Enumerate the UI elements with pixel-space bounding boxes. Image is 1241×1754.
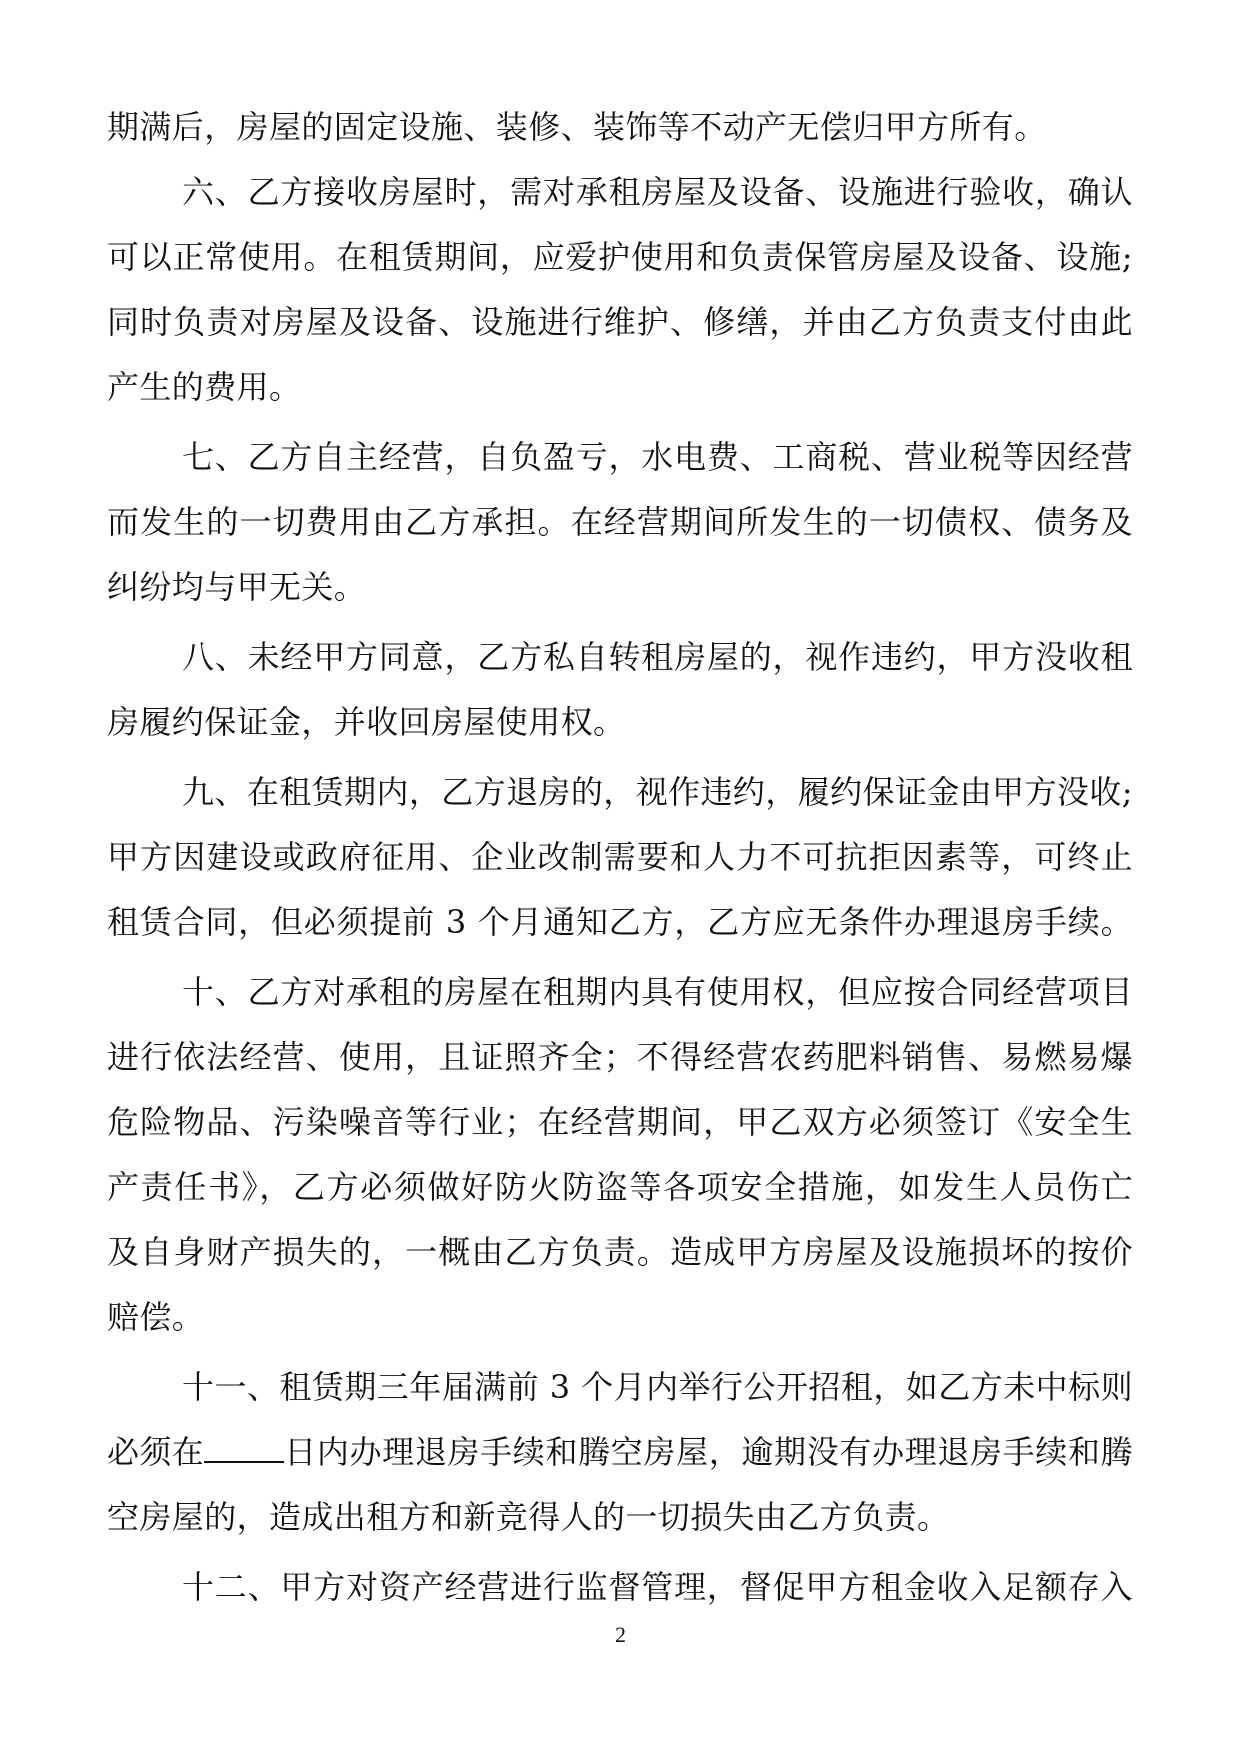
paragraph-12-start: 十二、甲方对资产经营进行监督管理，督促甲方租金收入足额存入: [182, 1568, 1133, 1606]
text-line: 产生的费用。: [107, 368, 302, 406]
text-line: 及自身财产损失的，一概由乙方负责。造成甲方房屋及设施损坏的按价: [107, 1233, 1133, 1271]
page-number: 2: [615, 1622, 626, 1647]
text-line: 可以正常使用。在租赁期间，应爱护使用和负责保管房屋及设备、设施;: [107, 238, 1133, 276]
fill-in-blank[interactable]: [204, 1427, 284, 1463]
text-line: 而发生的一切费用由乙方承担。在经营期间所发生的一切债权、债务及: [107, 503, 1133, 541]
paragraph-11-start: 十一、租赁期三年届满前 3 个月内举行公开招租，如乙方未中标则: [182, 1368, 1133, 1406]
text-line: 纠纷均与甲无关。: [107, 568, 367, 606]
text-line: 期满后，房屋的固定设施、装修、装饰等不动产无偿归甲方所有。: [107, 108, 1047, 146]
paragraph-8-start: 八、未经甲方同意，乙方私自转租房屋的，视作违约，甲方没收租: [182, 638, 1133, 676]
text-line: 赔偿。: [107, 1298, 205, 1336]
paragraph-9-start: 九、在租赁期内，乙方退房的，视作违约，履约保证金由甲方没收;: [182, 773, 1133, 811]
text-before-blank: 必须在: [107, 1433, 205, 1471]
text-line: 租赁合同，但必须提前 3 个月通知乙方，乙方应无条件办理退房手续。: [107, 903, 1133, 941]
text-line: 房履约保证金，并收回房屋使用权。: [107, 703, 626, 741]
paragraph-10-start: 十、乙方对承租的房屋在租期内具有使用权，但应按合同经营项目: [182, 973, 1133, 1011]
paragraph-6-start: 六、乙方接收房屋时，需对承租房屋及设备、设施进行验收，确认: [182, 173, 1133, 211]
text-line: 空房屋的，造成出租方和新竞得人的一切损失由乙方负责。: [107, 1498, 950, 1536]
text-line-with-blank: [107, 1427, 1133, 1477]
text-line: 危险物品、污染噪音等行业；在经营期间，甲乙双方必须签订《安全生: [107, 1103, 1133, 1141]
text-line: 进行依法经营、使用，且证照齐全；不得经营农药肥料销售、易燃易爆: [107, 1038, 1133, 1076]
text-after-blank: 日内办理退房手续和腾空房屋，逾期没有办理退房手续和腾: [284, 1433, 1133, 1471]
paragraph-7-start: 七、乙方自主经营，自负盈亏，水电费、工商税、营业税等因经营: [182, 438, 1133, 476]
text-line: 同时负责对房屋及设备、设施进行维护、修缮，并由乙方负责支付由此: [107, 303, 1133, 341]
text-line: 产责任书》，乙方必须做好防火防盗等各项安全措施，如发生人员伤亡: [107, 1168, 1133, 1206]
text-line: 甲方因建设或政府征用、企业改制需要和人力不可抗拒因素等，可终止: [107, 838, 1133, 876]
